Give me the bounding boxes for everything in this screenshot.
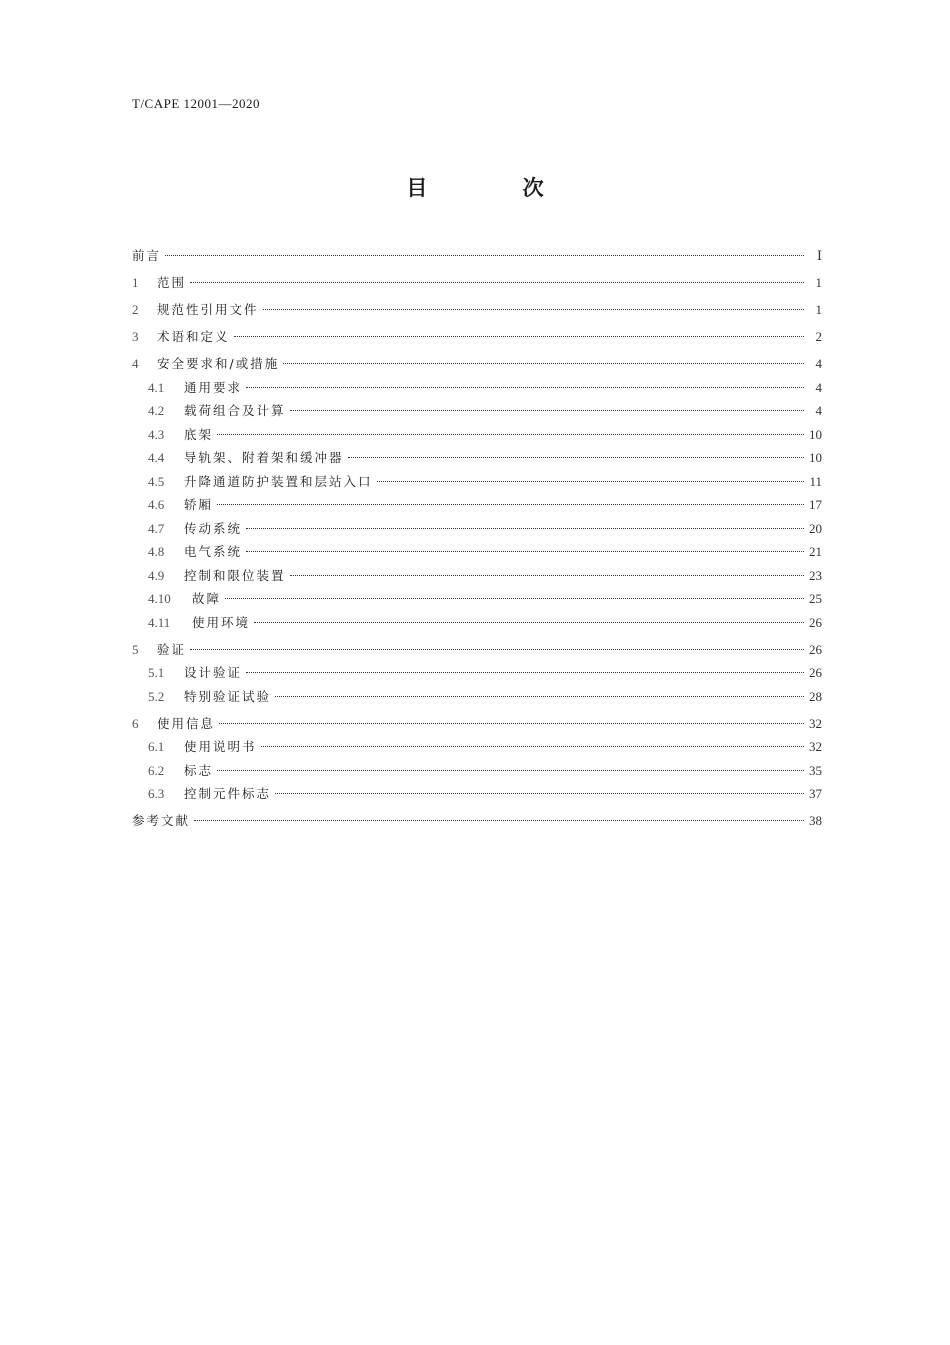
toc-entry-title: 特别验证试验 [184,688,272,704]
toc-entry[interactable] [132,685,822,709]
toc-entry-title: 电气系统 [184,544,243,559]
toc-dot-leader [246,551,804,552]
toc-dot-leader [219,723,804,724]
toc-entry-page: 2 [815,329,822,344]
toc-entry-title: 升降通道防护装置和层站入口 [184,473,373,489]
toc-entry-page: 1 [815,275,822,290]
toc-dot-leader [190,649,804,650]
toc-dot-leader [217,504,804,505]
toc-entry-page: 4 [815,379,822,395]
document-code: T/CAPE 12001—2020 [132,96,261,111]
toc-entry-number: 4.4 [148,450,165,465]
toc-dot-leader [348,457,804,458]
toc-entry-number: 4.7 [148,520,165,536]
page-title: 目 次 [406,176,588,200]
toc-entry-title: 控制和限位装置 [184,567,286,583]
toc-entry[interactable] [132,735,822,759]
toc-dot-leader [290,575,804,576]
toc-dot-leader [165,255,804,256]
toc-entry-page: 28 [809,688,822,704]
toc-entry[interactable] [132,446,822,470]
toc-entry-page: 35 [809,762,822,778]
toc-entry[interactable] [132,587,822,611]
toc-entry-title: 导轨架、附着架和缓冲器 [184,450,344,465]
toc-entry-page: 23 [809,567,822,583]
toc-entry-number: 6 [132,715,139,731]
toc-entry-number: 4 [132,356,139,371]
toc-entry-number: 5 [132,641,139,657]
toc-entry-number: 2 [132,302,139,317]
toc-entry-page: 20 [809,520,822,536]
toc-entry-page: 11 [809,473,822,489]
toc-dot-leader [261,746,804,747]
toc-entry-number: 4.3 [148,426,165,442]
toc-entry-number: 6.2 [148,762,165,778]
toc-entry-page: 25 [809,591,822,606]
toc-entry[interactable] [132,661,822,685]
toc-entry-page: 4 [815,356,822,371]
toc-dot-leader [225,598,804,599]
toc-entry-title: 使用说明书 [184,739,257,754]
toc-entry-title: 参考文献 [132,813,191,828]
toc-entry-title: 安全要求和/或措施 [157,356,280,371]
toc-dot-leader [246,672,804,673]
toc-dot-leader [377,481,804,482]
toc-entry-title: 规范性引用文件 [157,302,259,317]
toc-entry-page: 38 [809,813,822,828]
toc-entry-page: 1 [815,302,822,317]
toc-entry-number: 5.1 [148,665,165,680]
toc-entry-title: 故障 [192,591,222,606]
toc-entry-number: 6.3 [148,786,165,801]
toc-entry-page: 26 [809,641,822,657]
toc-entry-page: 17 [809,497,822,512]
toc-entry[interactable] [132,470,822,494]
toc-entry[interactable] [132,493,822,517]
toc-entry-page: 10 [809,426,822,442]
toc-entry-number: 4.8 [148,544,165,559]
table-of-contents [132,244,822,833]
toc-entry-page: 26 [809,665,822,680]
toc-entry-title: 控制元件标志 [184,786,272,801]
toc-entry[interactable] [132,564,822,588]
toc-entry-title: 传动系统 [184,520,243,536]
toc-dot-leader [275,696,804,697]
toc-entry-page: 4 [815,403,822,418]
toc-entry-page: 21 [809,544,822,559]
toc-entry[interactable] [132,244,822,268]
toc-entry-title: 底架 [184,426,214,442]
toc-dot-leader [217,770,804,771]
toc-entry-number: 4.10 [148,591,171,606]
toc-entry[interactable] [132,611,822,635]
toc-entry[interactable] [132,638,822,662]
toc-dot-leader [194,820,804,821]
toc-entry-title: 范围 [157,275,187,290]
toc-entry[interactable] [132,517,822,541]
toc-entry-number: 1 [132,275,139,290]
toc-entry[interactable] [132,399,822,423]
toc-entry-number: 4.5 [148,473,165,489]
toc-entry-title: 前言 [132,248,162,263]
toc-entry-title: 轿厢 [184,497,214,512]
toc-dot-leader [246,528,804,529]
toc-entry[interactable] [132,352,822,376]
toc-entry-title: 术语和定义 [157,329,230,344]
toc-dot-leader [263,309,804,310]
toc-entry-number: 4.1 [148,379,165,395]
toc-entry-number: 3 [132,329,139,344]
toc-entry[interactable] [132,271,822,295]
toc-entry-page: 10 [809,450,822,465]
toc-entry-title: 通用要求 [184,379,243,395]
toc-dot-leader [234,336,804,337]
toc-entry-title: 设计验证 [184,665,243,680]
toc-entry-page: Ⅰ [816,248,822,263]
toc-entry-number: 4.6 [148,497,165,512]
toc-entry[interactable] [132,540,822,564]
toc-entry[interactable] [132,376,822,400]
toc-entry-title: 载荷组合及计算 [184,403,286,418]
toc-entry-page: 32 [809,739,822,754]
toc-entry-number: 4.2 [148,403,165,418]
toc-entry-title: 验证 [157,641,187,657]
toc-entry-title: 标志 [184,762,214,778]
toc-entry-number: 5.2 [148,688,165,704]
toc-entry-number: 4.11 [148,614,171,630]
toc-dot-leader [246,387,804,388]
toc-entry-page: 37 [809,786,822,801]
toc-entry[interactable] [132,809,822,833]
toc-entry[interactable] [132,325,822,349]
toc-entry-number: 4.9 [148,567,165,583]
toc-entry[interactable] [132,298,822,322]
toc-entry[interactable] [132,782,822,806]
toc-entry[interactable] [132,423,822,447]
toc-dot-leader [290,410,804,411]
toc-entry[interactable] [132,759,822,783]
toc-dot-leader [283,363,804,364]
toc-dot-leader [217,434,804,435]
toc-entry-title: 使用信息 [157,715,216,731]
toc-entry-page: 26 [809,614,822,630]
toc-entry-page: 32 [809,715,822,731]
toc-entry[interactable] [132,712,822,736]
toc-dot-leader [275,793,804,794]
toc-entry-title: 使用环境 [192,614,251,630]
toc-entry-number: 6.1 [148,739,165,754]
toc-dot-leader [190,282,804,283]
toc-dot-leader [254,622,804,623]
